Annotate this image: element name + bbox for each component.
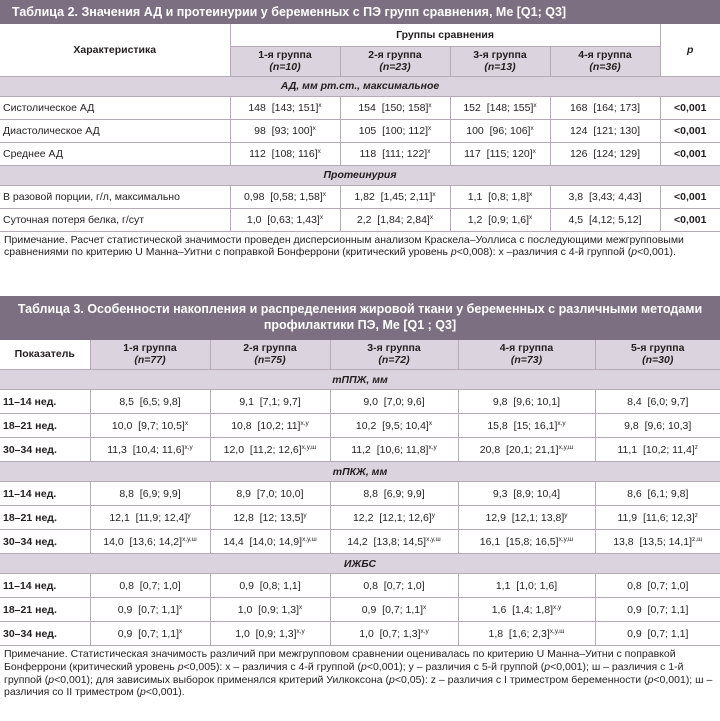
section-header-row [0, 462, 720, 482]
group-name: 3-я группа [367, 342, 421, 355]
value-text: 9,8 [9,6; 10,3] [624, 419, 692, 432]
value-text: 10,8 [10,2; 11] [231, 419, 301, 432]
significance-mark: х [184, 419, 189, 427]
value-cell [458, 574, 595, 598]
group-header [330, 340, 458, 370]
value-cell [330, 530, 458, 554]
table-row [0, 506, 720, 530]
value-cell [458, 482, 595, 506]
value-text: 0,8 [0,7; 1,0] [363, 579, 425, 592]
significance-mark: х [179, 627, 183, 635]
value-text: 168 [164; 173] [569, 101, 641, 114]
significance-mark: х [529, 190, 533, 198]
value-text: 2,2 [1,84; 2,84] [356, 213, 430, 226]
value-cell [550, 208, 660, 231]
value-cell [210, 622, 330, 646]
value-cell [230, 119, 340, 142]
value-cell [340, 208, 450, 231]
value-text: 152 [148; 155] [463, 101, 534, 114]
value-cell [458, 390, 595, 414]
significance-mark: х,у,ш [182, 535, 197, 543]
value-text: 0,9 [0,8; 1,1] [239, 579, 301, 592]
significance-mark: х,у [296, 627, 305, 635]
value-cell [550, 96, 660, 119]
value-text: 124 [121; 130] [569, 124, 641, 137]
value-text: 12,9 [12,1; 13,8] [485, 511, 565, 524]
value-text: 1,6 [1,4; 1,8] [491, 603, 553, 616]
significance-mark: х,у,ш [426, 535, 441, 543]
group-header [230, 46, 340, 76]
value-text: 14,0 [13,6; 14,2] [103, 535, 183, 548]
section-header-row [0, 554, 720, 574]
group-header [595, 340, 720, 370]
row-label: 18–21 нед. [0, 506, 90, 530]
significance-mark: х [530, 124, 534, 132]
group-name: 2-я группа [368, 49, 422, 61]
value-text: 1,0 [0,9; 1,3] [235, 627, 297, 640]
value-cell [595, 414, 720, 438]
p-value: <0,001 [660, 185, 720, 208]
value-cell [210, 574, 330, 598]
value-cell [210, 482, 330, 506]
table-row [0, 482, 720, 506]
value-text: 16,1 [15,8; 16,5] [479, 535, 559, 548]
table-row [0, 96, 720, 119]
value-cell [230, 96, 340, 119]
value-cell [550, 119, 660, 142]
table-3-note: Примечание. Статистическая значимость различий при межгрупповом сравнении оценивалась по критерию U Манна–Уитни с поправкой Бонферрони (критический уровень p<0,005): х – различия с 4-й группой (p<0,001); у – различия с 5-й группой (p<0,001); ш – различия с 1-й группой (p<0,001); для зависимых выборок применялся критерий Уилкоксона (p<0,05): z – различия с I триместром беременности (p<0,001); ш – различия со II триместром (p<0,001). [4, 648, 713, 699]
group-name: 4-я группа [578, 49, 632, 61]
value-cell [550, 185, 660, 208]
value-text: 10,0 [9,7; 10,5] [111, 419, 185, 432]
value-cell [458, 622, 595, 646]
group-name: 3-я группа [473, 49, 527, 61]
value-cell [458, 414, 595, 438]
value-cell [595, 438, 720, 462]
column-header-groups: Группы сравнения [230, 24, 660, 46]
value-text: 1,0 [0,7; 1,3] [359, 627, 421, 640]
table-row [0, 390, 720, 414]
row-label: 18–21 нед. [0, 598, 90, 622]
value-text: 0,9 [0,7; 1,1] [117, 627, 180, 640]
significance-mark: у [564, 511, 568, 519]
significance-mark: у [431, 511, 436, 519]
value-cell [450, 185, 550, 208]
value-cell [330, 438, 458, 462]
row-label: 18–21 нед. [0, 414, 90, 438]
table-row [0, 622, 720, 646]
section-header-row [0, 76, 720, 96]
group-name: 4-я группа [499, 342, 554, 355]
value-text: 8,6 [6,1; 9,8] [627, 487, 689, 500]
significance-mark: х [428, 419, 433, 427]
value-cell [90, 390, 210, 414]
section-title: Протеинурия [0, 165, 720, 185]
table-row [0, 598, 720, 622]
value-text: 0,8 [0,7; 1,0] [627, 579, 689, 592]
value-cell [230, 185, 340, 208]
significance-mark: z,ш [692, 535, 703, 543]
value-text: 8,4 [6,0; 9,7] [627, 395, 689, 408]
value-text: 0,8 [0,7; 1,0] [119, 579, 181, 592]
value-text: 4,5 [4,12; 5,12] [568, 213, 642, 226]
column-header-characteristic: Характеристика [0, 24, 230, 76]
value-cell [595, 390, 720, 414]
value-cell [458, 438, 595, 462]
value-text: 12,1 [11,9; 12,4] [109, 511, 188, 524]
section-header-row [0, 165, 720, 185]
value-text: 1,1 [0,8; 1,8] [467, 190, 530, 203]
value-text: 11,2 [10,6; 11,8] [351, 443, 429, 456]
value-cell [90, 482, 210, 506]
value-cell [595, 622, 720, 646]
value-text: 100 [96; 106] [466, 124, 531, 137]
value-text: 20,8 [20,1; 21,1] [479, 443, 559, 456]
value-text: 14,2 [13,8; 14,5] [347, 535, 427, 548]
p-value: <0,001 [660, 119, 720, 142]
value-text: 9,1 [7,1; 9,7] [239, 395, 301, 408]
table-2-note: Примечание. Расчет статистической значимости проведен дисперсионным анализом Краскела–Уоллиса с последующими межгрупповыми сравнениями по критерию U Манна–Уитни с поправкой Бонферрони (критический уровень p<0,008): х –различия с 4-й группой (p<0,001). [4, 233, 684, 259]
value-text: 0,9 [0,7; 1,1] [627, 627, 689, 640]
value-cell [90, 622, 210, 646]
value-cell [340, 185, 450, 208]
value-text: 15,8 [15; 16,1] [487, 419, 558, 432]
value-cell [210, 598, 330, 622]
value-cell [458, 530, 595, 554]
value-cell [330, 414, 458, 438]
value-text: 9,3 [8,9; 10,4] [492, 487, 561, 500]
group-count: (n=36) [589, 61, 621, 73]
group-count: (n=77) [134, 354, 166, 367]
value-cell [595, 506, 720, 530]
row-label: 30–34 нед. [0, 438, 90, 462]
table-row [0, 185, 720, 208]
table-row [0, 414, 720, 438]
value-cell [230, 142, 340, 165]
group-count: (n=10) [269, 61, 301, 73]
value-text: 11,3 [10,4; 11,6] [107, 443, 185, 456]
section-title: тПКЖ, мм [0, 462, 720, 482]
value-text: 98 [93; 100] [254, 124, 313, 137]
p-value: <0,001 [660, 142, 720, 165]
group-count: (n=23) [379, 61, 411, 73]
value-text: 1,82 [1,45; 2,11] [354, 190, 433, 203]
value-cell [330, 622, 458, 646]
value-text: 8,5 [6,5; 9,8] [119, 395, 181, 408]
row-label: 30–34 нед. [0, 530, 90, 554]
row-label: Суточная потеря белка, г/сут [0, 208, 230, 231]
table-2 [0, 0, 720, 296]
value-cell [595, 574, 720, 598]
section-title: АД, мм рт.ст., максимальное [0, 76, 720, 96]
significance-mark: х,у [557, 419, 566, 427]
table-row [0, 208, 720, 231]
group-count: (n=73) [510, 354, 543, 367]
value-cell [90, 574, 210, 598]
group-name: 2-я группа [243, 342, 297, 355]
value-text: 118 [111; 122] [359, 147, 428, 160]
table-3-title: Таблица 3. Особенности накопления и распределения жировой ткани у беременных с различными методами профилактики ПЭ, Me [Q1 ; Q3] [0, 296, 720, 340]
value-text: 1,0 [0,63; 1,43] [246, 213, 320, 226]
significance-mark: х,у,ш [302, 535, 317, 543]
significance-mark: х [318, 101, 322, 109]
value-cell [595, 482, 720, 506]
significance-mark: х [429, 213, 434, 221]
value-text: 11,9 [11,6; 12,3] [617, 511, 695, 524]
value-text: 1,0 [0,9; 1,3] [237, 603, 300, 616]
value-cell [90, 506, 210, 530]
value-text: 0,9 [0,7; 1,1] [361, 603, 424, 616]
p-value: <0,001 [660, 208, 720, 231]
value-cell [230, 208, 340, 231]
value-cell [90, 530, 210, 554]
significance-mark: х [322, 190, 327, 198]
value-cell [210, 414, 330, 438]
value-cell [210, 530, 330, 554]
value-text: 10,2 [9,5; 10,4] [355, 419, 429, 432]
group-name: 5-я группа [631, 342, 685, 355]
value-cell [458, 598, 595, 622]
significance-mark: х [428, 101, 432, 109]
significance-mark: х,у [420, 627, 429, 635]
significance-mark: х,у [300, 419, 309, 427]
value-text: 105 [100; 112] [358, 124, 429, 137]
value-cell [90, 598, 210, 622]
value-cell [340, 96, 450, 119]
section-title: тППЖ, мм [0, 370, 720, 390]
significance-mark: х,у,ш [301, 443, 317, 451]
value-text: 12,8 [12; 13,5] [233, 511, 304, 524]
value-cell [210, 390, 330, 414]
value-text: 12,0 [11,2; 12,6] [223, 443, 302, 456]
value-text: 117 [115; 120] [464, 147, 533, 160]
value-cell [330, 506, 458, 530]
value-text: 1,2 [0,9; 1,6] [467, 213, 530, 226]
value-cell [330, 598, 458, 622]
value-text: 148 [143; 151] [248, 101, 319, 114]
row-label: Среднее АД [0, 142, 230, 165]
group-name: 1-я группа [258, 49, 312, 61]
value-cell [210, 438, 330, 462]
value-text: 13,8 [13,5; 14,1] [613, 535, 693, 548]
value-cell [340, 142, 450, 165]
value-text: 9,8 [9,6; 10,1] [492, 395, 561, 408]
group-count: (n=30) [642, 354, 674, 367]
significance-mark: х [529, 213, 533, 221]
value-cell [450, 119, 550, 142]
value-cell [340, 119, 450, 142]
table-2-title: Таблица 2. Значения АД и протеинурии у беременных с ПЭ групп сравнения, Me [Q1; Q3] [0, 0, 720, 24]
table-row [0, 119, 720, 142]
table-row [0, 438, 720, 462]
significance-mark: х [312, 124, 316, 132]
value-cell [90, 438, 210, 462]
value-text: 1,1 [1,0; 1,6] [495, 579, 558, 592]
group-header [458, 340, 595, 370]
significance-mark: х [428, 124, 432, 132]
group-name: 1-я группа [123, 342, 177, 355]
significance-mark: у [187, 511, 191, 519]
significance-mark: х,у [552, 603, 562, 611]
group-header [90, 340, 210, 370]
value-cell [595, 530, 720, 554]
value-text: 126 [124; 129] [569, 147, 641, 160]
value-text: 9,0 [7,0; 9,6] [363, 395, 425, 408]
significance-mark: х,у,ш [558, 535, 574, 543]
significance-mark: х [532, 147, 536, 155]
value-text: 8,8 [6,9; 9,9] [119, 487, 181, 500]
table-3 [0, 296, 720, 700]
significance-mark: х,у,ш [549, 627, 565, 635]
table-row [0, 142, 720, 165]
value-cell [330, 390, 458, 414]
group-header [340, 46, 450, 76]
column-header-p: p [660, 24, 720, 76]
value-cell [595, 598, 720, 622]
value-cell [210, 506, 330, 530]
row-label: В разовой порции, г/л, максимально [0, 185, 230, 208]
table-row [0, 574, 720, 598]
significance-mark: х [179, 603, 183, 611]
value-cell [90, 414, 210, 438]
row-label: Диастолическое АД [0, 119, 230, 142]
significance-mark: х [432, 190, 436, 198]
group-count: (n=75) [254, 354, 286, 367]
row-label: 11–14 нед. [0, 482, 90, 506]
value-cell [330, 574, 458, 598]
significance-mark: х [299, 603, 303, 611]
value-text: 12,2 [12,1; 12,6] [352, 511, 432, 524]
value-text: 154 [150; 158] [358, 101, 429, 114]
row-label: 11–14 нед. [0, 390, 90, 414]
value-cell [450, 96, 550, 119]
group-count: (n=13) [484, 61, 516, 73]
significance-mark: у [303, 511, 307, 519]
value-text: 0,9 [0,7; 1,1] [117, 603, 180, 616]
value-text: 14,4 [14,0; 14,9] [223, 535, 303, 548]
value-cell [330, 482, 458, 506]
value-text: 8,9 [7,0; 10,0] [236, 487, 304, 500]
column-header-parameter: Показатель [0, 340, 90, 370]
value-cell [458, 506, 595, 530]
row-label: 30–34 нед. [0, 622, 90, 646]
significance-mark: х,у [184, 443, 193, 451]
group-count: (n=72) [378, 354, 410, 367]
section-title: ИЖБС [0, 554, 720, 574]
row-label: 11–14 нед. [0, 574, 90, 598]
significance-mark: х,у,ш [558, 443, 574, 451]
value-cell [450, 208, 550, 231]
value-cell [550, 142, 660, 165]
significance-mark: х [319, 213, 324, 221]
significance-mark: z [694, 511, 698, 519]
value-text: 8,8 [6,9; 9,9] [363, 487, 425, 500]
value-text: 3,8 [3,43; 4,43] [568, 190, 642, 203]
significance-mark: х [427, 147, 431, 155]
table-2-grid [0, 24, 720, 232]
significance-mark: х [317, 147, 321, 155]
section-header-row [0, 370, 720, 390]
value-text: 11,1 [10,2; 11,4] [617, 443, 695, 456]
group-header [210, 340, 330, 370]
value-text: 0,9 [0,7; 1,1] [627, 603, 689, 616]
group-header [450, 46, 550, 76]
value-text: 0,98 [0,58; 1,58] [243, 190, 323, 203]
significance-mark: х,у [428, 443, 437, 451]
significance-mark: х [533, 101, 537, 109]
value-text: 112 [108; 116] [249, 147, 318, 160]
group-header [550, 46, 660, 76]
table-3-grid [0, 340, 720, 647]
row-label: Систолическое АД [0, 96, 230, 119]
value-text: 1,8 [1,6; 2,3] [488, 627, 550, 640]
value-cell [450, 142, 550, 165]
significance-mark: х [423, 603, 427, 611]
significance-mark: z [694, 443, 698, 451]
p-value: <0,001 [660, 96, 720, 119]
table-row [0, 530, 720, 554]
